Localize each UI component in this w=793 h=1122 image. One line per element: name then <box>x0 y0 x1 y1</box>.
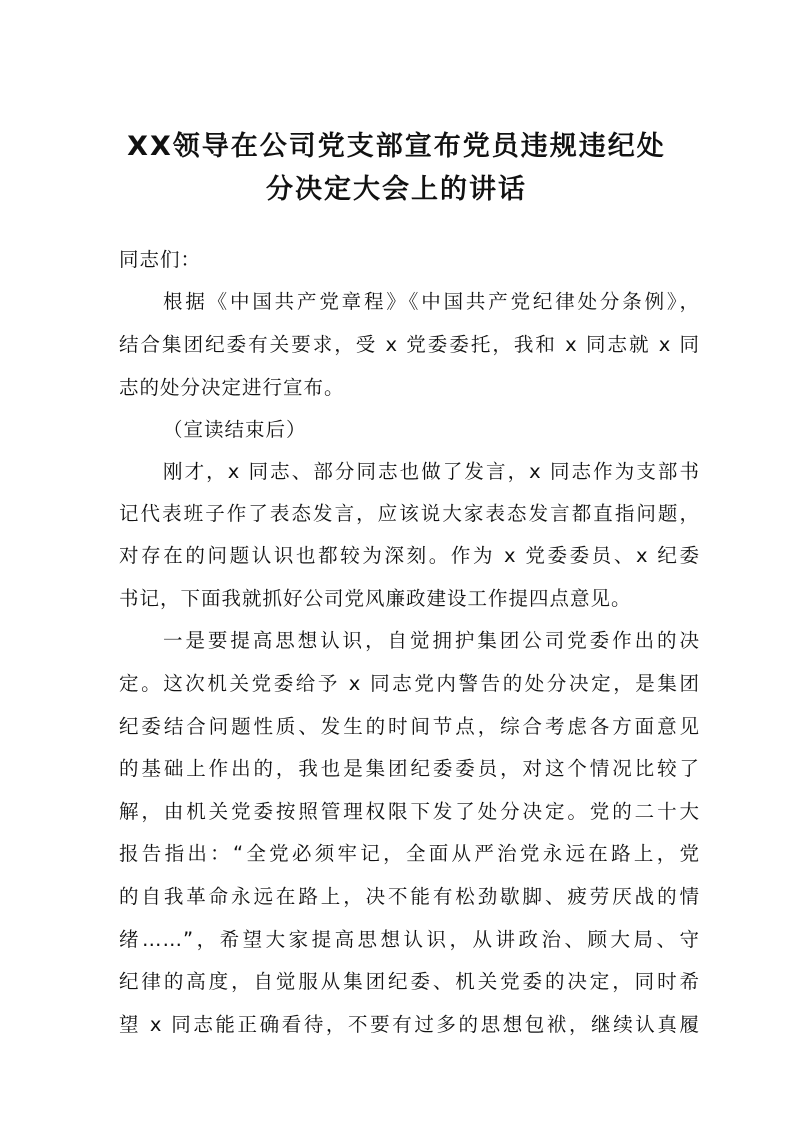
body-text-line: 解，由机关党委按照管理权限下发了处分决定。党的二十大 <box>119 800 700 823</box>
body-text-line: 纪律的高度，自觉服从集团纪委、机关党委的决定，同时希 <box>119 970 700 993</box>
body-text-line: 记代表班子作了表态发言，应该说大家表态发言都直指问题， <box>119 502 700 525</box>
body-text-line: （宣读结束后） <box>163 418 307 441</box>
body-text-line: 定。这次机关党委给予 x 同志党内警告的处分决定，是集团 <box>119 672 700 695</box>
body-text-line: 根据《中国共产党章程》《中国共产党纪律处分条例》， <box>163 290 700 313</box>
body-text-line: 一是要提高思想认识，自觉拥护集团公司党委作出的决 <box>163 629 700 652</box>
body-text-line: 绪……”，希望大家提高思想认识，从讲政治、顾大局、守 <box>119 928 700 951</box>
body-text-line: 志的处分决定进行宣布。 <box>119 376 345 399</box>
body-text-line: 对存在的问题认识也都较为深刻。作为 x 党委委员、x 纪委 <box>119 544 700 567</box>
body-text-line: 书记，下面我就抓好公司党风廉政建设工作提四点意见。 <box>119 587 632 610</box>
salutation: 同志们： <box>119 248 202 271</box>
document-title-line-2: 分决定大会上的讲话 <box>266 174 527 205</box>
body-text-line: 的基础上作出的，我也是集团纪委委员，对这个情况比较了 <box>119 757 700 780</box>
body-text-line: 的自我革命永远在路上，决不能有松劲歇脚、疲劳厌战的情 <box>119 885 700 908</box>
document-title-line-1: XX领导在公司党支部宣布党员违规违纪处 <box>127 131 666 162</box>
body-text-line: 结合集团纪委有关要求，受 x 党委委托，我和 x 同志就 x 同 <box>119 333 700 356</box>
body-text-line: 望 x 同志能正确看待，不要有过多的思想包袱，继续认真履 <box>119 1013 700 1036</box>
body-text-line: 报告指出：“全党必须牢记，全面从严治党永远在路上，党 <box>119 842 700 865</box>
body-text-line: 刚才，x 同志、部分同志也做了发言，x 同志作为支部书 <box>163 460 700 483</box>
body-text-line: 纪委结合问题性质、发生的时间节点，综合考虑各方面意见 <box>119 715 700 738</box>
